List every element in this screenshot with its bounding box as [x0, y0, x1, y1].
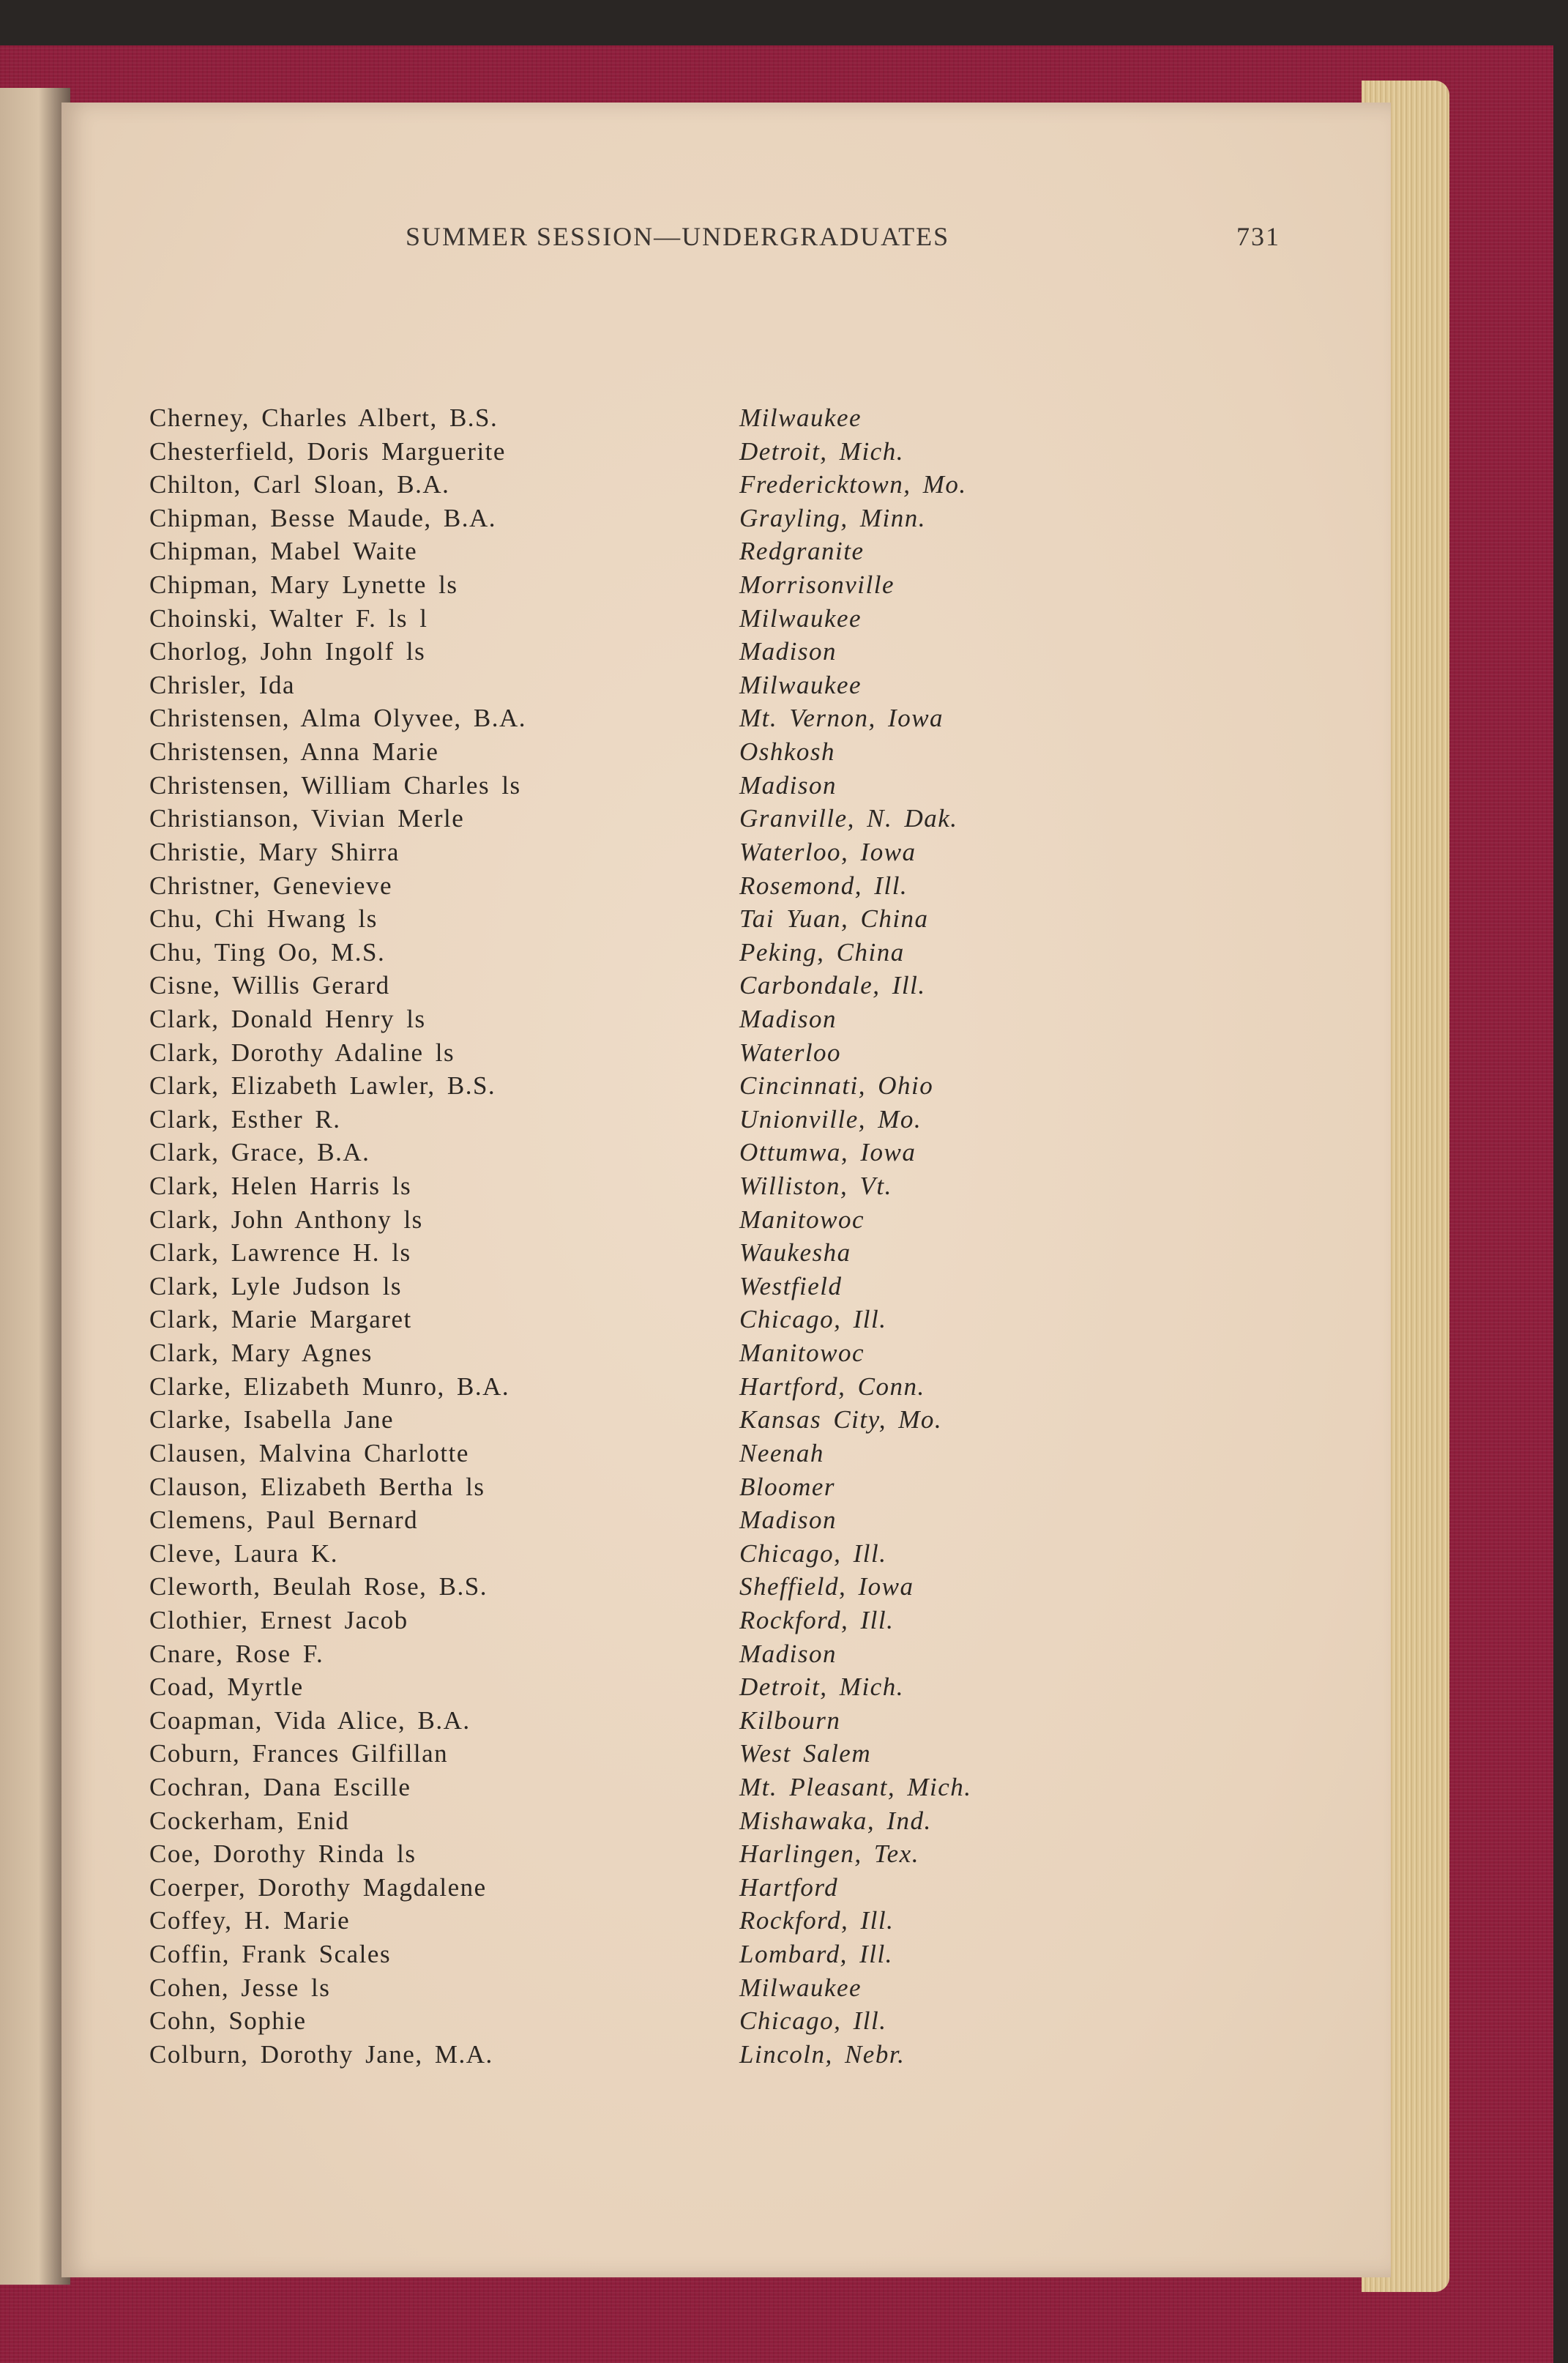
facing-page-edge [0, 88, 70, 2285]
hometown: Morrisonville [739, 570, 895, 600]
hometown: Mt. Pleasant, Mich. [739, 1772, 972, 1801]
student-name: Cohn, Sophie [149, 2006, 307, 2036]
student-name: Chipman, Mary Lynette ls [149, 570, 458, 600]
directory-entry [149, 1904, 1174, 1938]
directory-entry [149, 869, 1174, 903]
directory-entry [149, 1069, 1174, 1103]
directory-entry [149, 1670, 1174, 1704]
hometown: West Salem [739, 1739, 872, 1768]
directory-entry [149, 401, 1174, 435]
student-name: Christie, Mary Shirra [149, 837, 400, 866]
student-name: Clark, Grace, B.A. [149, 1138, 370, 1167]
student-name: Clark, Elizabeth Lawler, B.S. [149, 1071, 496, 1101]
student-name: Colburn, Dorothy Jane, M.A. [149, 2039, 493, 2069]
student-name: Coe, Dorothy Rinda ls [149, 1839, 417, 1869]
running-title: SUMMER SESSION—UNDERGRADUATES [406, 222, 950, 251]
student-name: Cochran, Dana Escille [149, 1772, 411, 1801]
student-name: Christensen, Anna Marie [149, 737, 439, 767]
hometown: Waterloo [739, 1038, 842, 1067]
student-name: Christensen, William Charles ls [149, 770, 521, 800]
running-head [343, 221, 1346, 258]
directory-entry [149, 1136, 1174, 1169]
student-name: Clark, Lyle Judson ls [149, 1271, 403, 1300]
hometown: Madison [739, 637, 837, 666]
hometown: Waterloo, Iowa [739, 837, 916, 866]
hometown: Carbondale, Ill. [739, 971, 926, 1000]
hometown: Tai Yuan, China [739, 904, 929, 934]
hometown: Williston, Vt. [739, 1172, 892, 1201]
student-name: Cockerham, Enid [149, 1806, 350, 1835]
student-name: Chrisler, Ida [149, 670, 296, 699]
hometown: Manitowoc [739, 1339, 865, 1368]
directory-entry [149, 1270, 1174, 1303]
hometown: Rockford, Ill. [739, 1906, 895, 1935]
student-name: Cnare, Rose F. [149, 1639, 324, 1668]
directory-entry [149, 1203, 1174, 1237]
hometown: Mt. Vernon, Iowa [739, 704, 944, 733]
hometown: Kilbourn [739, 1705, 841, 1735]
student-name: Coerper, Dorothy Magdalene [149, 1872, 487, 1902]
student-name: Clark, Helen Harris ls [149, 1172, 412, 1201]
hometown: Detroit, Mich. [739, 436, 904, 466]
hometown: Rockford, Ill. [739, 1605, 895, 1634]
directory-entry [149, 1370, 1174, 1404]
hometown: Waukesha [739, 1238, 851, 1268]
student-name: Cohen, Jesse ls [149, 1973, 331, 2002]
student-name: Clark, Donald Henry ls [149, 1004, 426, 1033]
hometown: Detroit, Mich. [739, 1672, 904, 1702]
student-name: Clark, Lawrence H. ls [149, 1238, 411, 1268]
hometown: Harlingen, Tex. [739, 1839, 919, 1869]
hometown: Chicago, Ill. [739, 2006, 887, 2036]
student-name: Cleve, Laura K. [149, 1538, 339, 1568]
hometown: Grayling, Minn. [739, 503, 927, 532]
directory-entry [149, 602, 1174, 636]
directory-entry [149, 1804, 1174, 1838]
hometown: Oshkosh [739, 737, 836, 767]
student-name: Cisne, Willis Gerard [149, 971, 390, 1000]
hometown: Mishawaka, Ind. [739, 1806, 932, 1835]
hometown: Granville, N. Dak. [739, 804, 958, 833]
student-name: Chilton, Carl Sloan, B.A. [149, 470, 450, 499]
directory-entry [149, 1002, 1174, 1036]
student-name: Coapman, Vida Alice, B.A. [149, 1705, 471, 1735]
directory-entry [149, 1570, 1174, 1604]
directory-entry [149, 1871, 1174, 1905]
student-name: Clauson, Elizabeth Bertha ls [149, 1472, 485, 1501]
directory-entry [149, 969, 1174, 1002]
student-name: Clark, Mary Agnes [149, 1339, 373, 1368]
hometown: Chicago, Ill. [739, 1305, 887, 1334]
directory-entry [149, 1938, 1174, 1971]
hometown: Bloomer [739, 1472, 836, 1501]
directory-entry [149, 802, 1174, 836]
student-name: Cherney, Charles Albert, B.S. [149, 403, 499, 432]
directory-entry [149, 1336, 1174, 1370]
hometown: Hartford [739, 1872, 839, 1902]
student-name: Clemens, Paul Bernard [149, 1506, 419, 1535]
student-name: Clarke, Elizabeth Munro, B.A. [149, 1372, 510, 1401]
directory-entry [149, 702, 1174, 735]
student-name: Clark, John Anthony ls [149, 1205, 423, 1234]
directory-entry [149, 1236, 1174, 1270]
hometown: Madison [739, 1506, 837, 1535]
hometown: Peking, China [739, 937, 905, 967]
directory-entry [149, 1604, 1174, 1637]
directory-entry [149, 1971, 1174, 2005]
directory-entry [149, 1036, 1174, 1070]
student-name: Clothier, Ernest Jacob [149, 1605, 408, 1634]
directory-entry [149, 502, 1174, 535]
student-name: Clark, Marie Margaret [149, 1305, 412, 1334]
hometown: Fredericktown, Mo. [739, 470, 967, 499]
hometown: Redgranite [739, 537, 865, 566]
hometown: Madison [739, 1639, 837, 1668]
directory-entry [149, 468, 1174, 502]
hometown: Hartford, Conn. [739, 1372, 925, 1401]
student-name: Clarke, Isabella Jane [149, 1405, 395, 1434]
student-directory-list [149, 401, 1174, 2071]
hometown: Chicago, Ill. [739, 1538, 887, 1568]
student-name: Christner, Genevieve [149, 871, 392, 900]
directory-entry [149, 1837, 1174, 1871]
student-name: Christensen, Alma Olyvee, B.A. [149, 704, 527, 733]
student-name: Coffey, H. Marie [149, 1906, 351, 1935]
hometown: Lombard, Ill. [739, 1940, 893, 1969]
hometown: Manitowoc [739, 1205, 865, 1234]
student-name: Chipman, Mabel Waite [149, 537, 418, 566]
hometown: Milwaukee [739, 403, 862, 432]
student-name: Choinski, Walter F. ls l [149, 603, 428, 633]
directory-entry [149, 1737, 1174, 1771]
directory-entry [149, 769, 1174, 803]
directory-entry [149, 2038, 1174, 2072]
directory-entry [149, 635, 1174, 669]
hometown: Milwaukee [739, 1973, 862, 2002]
hometown: Cincinnati, Ohio [739, 1071, 934, 1101]
directory-entry [149, 2004, 1174, 2038]
hometown: Sheffield, Iowa [739, 1572, 914, 1601]
student-name: Chipman, Besse Maude, B.A. [149, 503, 497, 532]
hometown: Kansas City, Mo. [739, 1405, 943, 1434]
directory-entry [149, 568, 1174, 602]
directory-entry [149, 735, 1174, 769]
directory-entry [149, 669, 1174, 702]
student-name: Chesterfield, Doris Marguerite [149, 436, 506, 466]
directory-entry [149, 435, 1174, 469]
directory-entry [149, 836, 1174, 869]
student-name: Clausen, Malvina Charlotte [149, 1438, 469, 1467]
hometown: Milwaukee [739, 603, 862, 633]
directory-entry [149, 1704, 1174, 1738]
directory-entry [149, 1771, 1174, 1804]
directory-entry [149, 1303, 1174, 1336]
directory-entry [149, 902, 1174, 936]
student-name: Chorlog, John Ingolf ls [149, 637, 426, 666]
student-name: Cleworth, Beulah Rose, B.S. [149, 1572, 488, 1601]
directory-entry [149, 1103, 1174, 1136]
directory-entry [149, 1637, 1174, 1671]
directory-entry [149, 1537, 1174, 1571]
book-page [61, 103, 1391, 2277]
student-name: Christianson, Vivian Merle [149, 804, 465, 833]
student-name: Coad, Myrtle [149, 1672, 304, 1702]
student-name: Clark, Esther R. [149, 1104, 341, 1134]
page-number: 731 [1236, 222, 1280, 251]
directory-entry [149, 936, 1174, 970]
hometown: Neenah [739, 1438, 824, 1467]
hometown: Rosemond, Ill. [739, 871, 908, 900]
directory-entry [149, 535, 1174, 568]
hometown: Madison [739, 1004, 837, 1033]
directory-entry [149, 1437, 1174, 1470]
hometown: Milwaukee [739, 670, 862, 699]
hometown: Unionville, Mo. [739, 1104, 922, 1134]
hometown: Lincoln, Nebr. [739, 2039, 906, 2069]
directory-entry [149, 1503, 1174, 1537]
student-name: Clark, Dorothy Adaline ls [149, 1038, 455, 1067]
hometown: Ottumwa, Iowa [739, 1138, 916, 1167]
hometown: Westfield [739, 1271, 843, 1300]
student-name: Chu, Ting Oo, M.S. [149, 937, 386, 967]
student-name: Coffin, Frank Scales [149, 1940, 392, 1969]
hometown: Madison [739, 770, 837, 800]
student-name: Chu, Chi Hwang ls [149, 904, 378, 934]
directory-entry [149, 1403, 1174, 1437]
student-name: Coburn, Frances Gilfillan [149, 1739, 449, 1768]
directory-entry [149, 1169, 1174, 1203]
directory-entry [149, 1470, 1174, 1504]
